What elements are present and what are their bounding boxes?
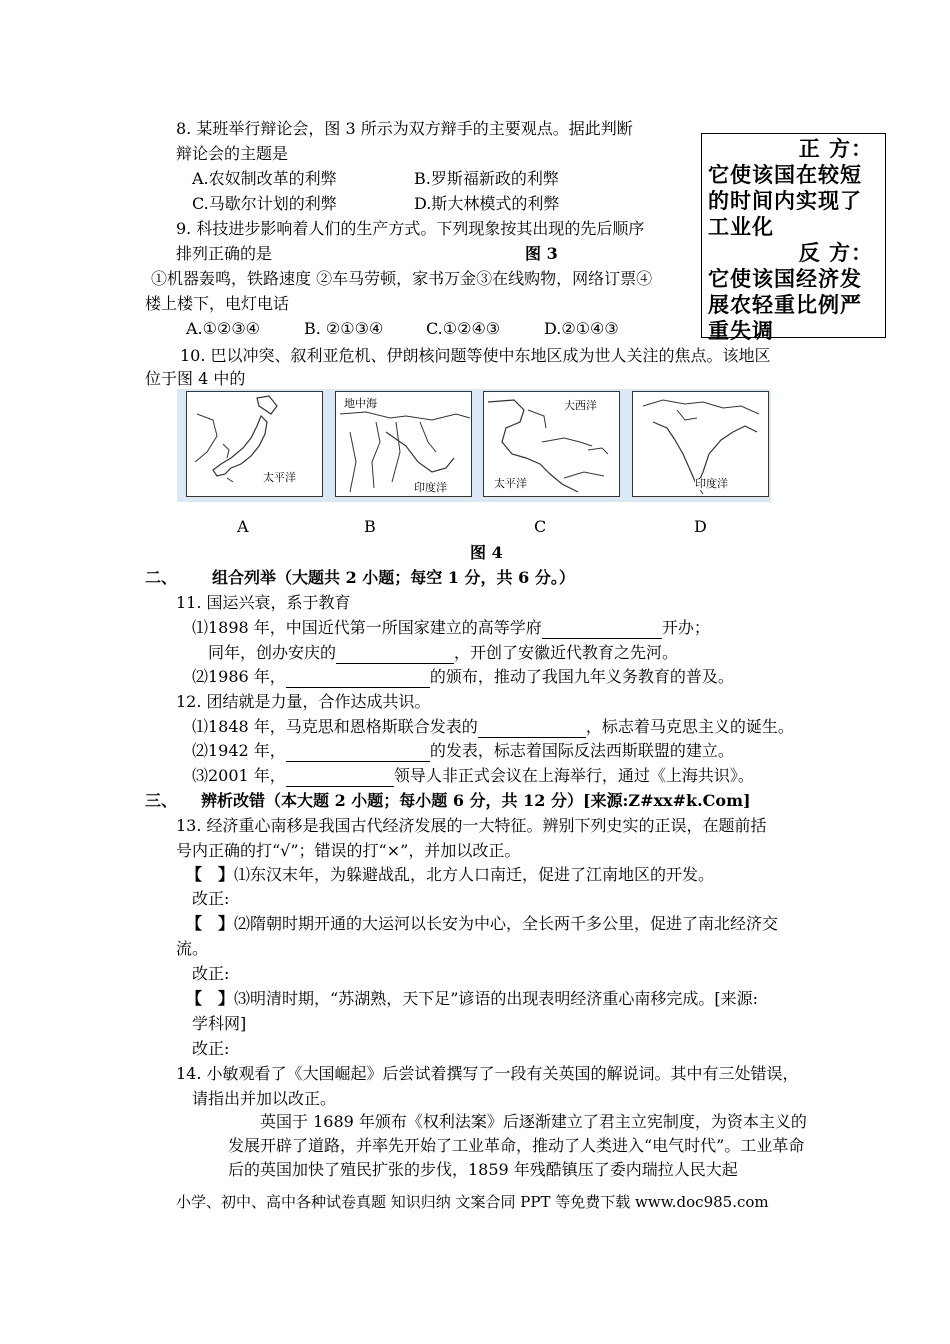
q11-line1 [192,617,710,639]
q12-line1-text: ⑴1848 年，马克思和恩格斯联合发表的 [192,717,478,736]
q11-line2-tail: ，开创了安徽近代教育之先河。 [454,643,679,662]
q13-item2 [186,913,778,935]
q9-option-d: D.②①④③ [544,319,619,338]
answer-blank[interactable] [286,745,430,762]
figure-4-maps [177,389,771,502]
map-a-label-1: 太平洋 [263,471,296,484]
q8-stem-line1: 8. 某班举行辩论会，图 3 所示为双方辩手的主要观点。据此判断 [176,119,633,138]
answer-blank[interactable] [542,622,662,639]
map-letter-c: C [534,517,547,536]
judgement-bracket[interactable]: 【 】 [186,989,235,1008]
q12-line1-tail: ，标志着马克思主义的诞生。 [585,717,794,736]
q12-line2-tail: 的发表，标志着国际反法西斯联盟的建立。 [429,741,734,760]
map-a-japan [186,391,323,497]
q13-stem-line2: 号内正确的打“√”；错误的打“×”，并加以改正。 [176,841,521,860]
q8-option-a: A.农奴制改革的利弊 [192,169,337,188]
q11-line2-text: 同年，创办安庆的 [208,643,337,662]
q11-line3 [192,666,734,688]
section-3-number: 三、 [145,791,178,810]
section-2-number: 二、 [145,568,178,587]
map-c-central-america [483,391,620,497]
q13-item3-text: ⑶明清时期，“苏湖熟，天下足”谚语的出现表明经济重心南移完成。[来源: [234,989,759,1008]
q9-stem-line2: 排列正确的是 [176,244,273,263]
q12-stem: 12. 团结就是力量，合作达成共识。 [176,692,431,711]
map-b-middle-east [335,391,472,497]
map-c-label-2: 太平洋 [494,477,527,490]
q12-line3-tail: 领导人非正式会议在上海举行，通过《上海共识》。 [393,766,754,785]
con-label: 反 方： [798,241,873,265]
map-b-label-1: 地中海 [344,397,377,410]
q14-passage: 英国于 1689 年颁布《权利法案》后逐渐建立了君主立宪制度，为资本主义的发展开辟了道路，并率先开始了工业革命，推动了人类进入“电气时代”。工业革命后的英国加快了殖民扩张的步伐，1859 年残酷镇压了委内瑞拉人民大起 [228,1112,807,1179]
map-letter-d: D [694,517,707,536]
q13-item1-text: ⑴东汉末年，为躲避战乱，北方人口南迁，促进了江南地区的开发。 [234,865,715,884]
q9-stem-line1: 9. 科技进步影响着人们的生产方式。下列现象按其出现的先后顺序 [176,219,645,238]
answer-blank[interactable] [286,671,430,688]
q12-line3 [192,765,754,787]
q8-option-d: D.斯大林模式的利弊 [414,194,560,213]
q9-items-line1: ①机器轰鸣，铁路速度 ②车马劳顿，家书万金③在线购物，网络订票④ [151,269,653,288]
debate-box [701,133,886,343]
map-b-label-2: 印度洋 [414,481,447,494]
answer-blank[interactable] [336,647,454,664]
q11-line3-tail: 的颁布，推动了我国九年义务教育的普及。 [429,667,734,686]
q14-stem-line1: 14. 小敏观看了《大国崛起》后尝试着撰写了一段有关英国的解说词。其中有三处错误， [176,1064,799,1083]
fig4-caption: 图 4 [470,543,503,562]
page-footer: 小学、初中、高中各种试卷真题 知识归纳 文案合同 PPT 等免费下载 www.doc985.com [176,1193,769,1211]
answer-blank[interactable] [286,770,394,787]
q11-line3-text: ⑵1986 年， [192,667,286,686]
q9-items-line2: 楼上楼下，电灯电话 [145,294,290,313]
q9-option-a: A.①②③④ [186,319,261,338]
q14-stem-line2: 请指出并加以改正。 [192,1089,337,1108]
q12-line2-text: ⑵1942 年， [192,741,286,760]
answer-blank[interactable] [478,721,586,738]
judgement-bracket[interactable]: 【 】 [186,914,235,933]
pro-text: 它使该国在较短的时间内实现了工业化 [708,163,862,239]
q8-option-c: C.马歇尔计划的利弊 [192,194,337,213]
q8-stem-line2: 辩论会的主题是 [176,144,289,163]
q8-option-b: B.罗斯福新政的利弊 [414,169,559,188]
map-letter-b: B [364,517,376,536]
judgement-bracket[interactable]: 【 】 [186,865,235,884]
q11-line2 [208,642,678,664]
fig3-caption: 图 3 [525,244,558,263]
q9-option-c: C.①②④③ [426,319,501,338]
q13-item2-cont: 流。 [176,939,209,958]
q13-item3-cont: 学科网] [192,1014,247,1033]
map-d-label-1: 印度洋 [695,477,728,490]
q10-stem-line2: 位于图 4 中的 [145,369,246,388]
q10-stem-line1: 10. 巴以冲突、叙利亚危机、伊朗核问题等使中东地区成为世人关注的焦点。该地区 [180,346,771,365]
q12-line3-text: ⑶2001 年， [192,766,286,785]
section-3-title: 辨析改错（本大题 2 小题；每小题 6 分，共 12 分）[来源:Z#xx#k.Com] [201,791,751,810]
q13-item3 [186,988,758,1010]
q13-item1 [186,864,714,886]
map-c-label-1: 大西洋 [564,399,597,412]
q13-fix-1: 改正: [192,889,230,908]
q13-fix-3: 改正: [192,1039,230,1058]
q11-line1-text: ⑴1898 年，中国近代第一所国家建立的高等学府 [192,618,542,637]
q11-line1-tail: 开办； [661,618,710,637]
q12-line1 [192,716,794,738]
q13-fix-2: 改正: [192,964,230,983]
con-text: 它使该国经济发展农轻重比例严重失调 [708,267,862,343]
q9-option-b: B. ②①③④ [304,319,384,338]
pro-label: 正 方： [798,137,873,161]
q13-stem-line1: 13. 经济重心南移是我国古代经济发展的一大特征。辨别下列史实的正误，在题前括 [176,816,767,835]
q11-stem: 11. 国运兴衰，系于教育 [176,593,351,612]
map-d-india [632,391,769,497]
q13-item2-text: ⑵隋朝时期开通的大运河以长安为中心，全长两千多公里，促进了南北经济交 [234,914,779,933]
section-2-title: 组合列举（大题共 2 小题；每空 1 分，共 6 分。） [212,568,575,587]
map-letter-a: A [237,517,249,536]
q12-line2 [192,740,734,762]
